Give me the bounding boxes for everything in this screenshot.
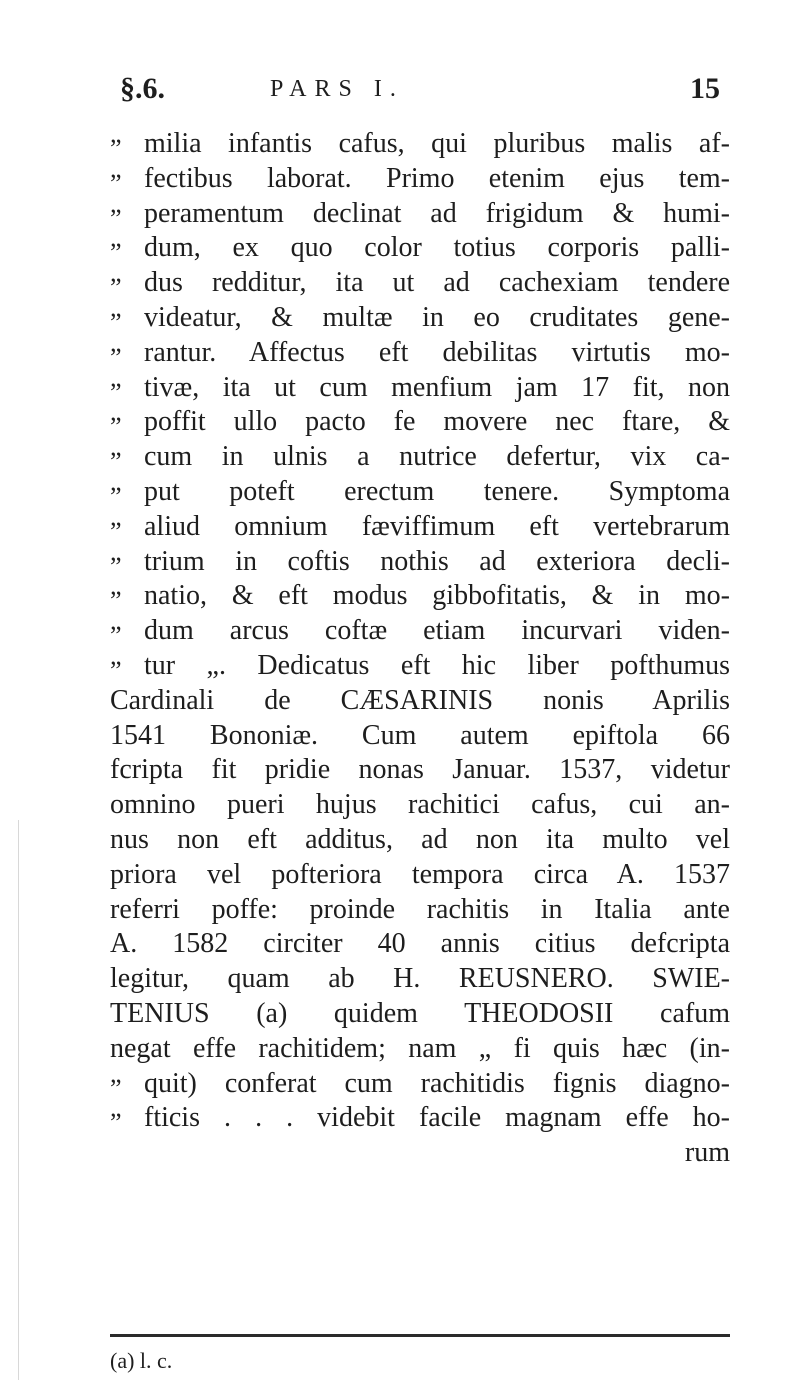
text-line: „ dus redditur, ita ut ad cachexiam tendere xyxy=(110,266,730,301)
text-line: referri poffe: proinde rachitis in Italia ante xyxy=(110,893,730,925)
text-line: „ peramentum declinat ad frigidum & humi- xyxy=(110,197,730,232)
text-line: „ put poteft erectum tenere. Symptoma xyxy=(110,475,730,510)
text-line: A. 1582 circiter 40 annis citius defcripta xyxy=(110,928,730,960)
text-line: „ trium in coftis nothis ad exteriora decli- xyxy=(110,545,730,580)
text-line: „ dum, ex quo color totius corporis palli- xyxy=(110,231,730,266)
text-line: negat effe rachitidem; nam „ fi quis hæc (in- xyxy=(110,1032,730,1064)
text-line: „ tivæ, ita ut cum menfium jam 17 fit, non xyxy=(110,371,730,406)
text-line: nus non eft additus, ad non ita multo vel xyxy=(110,823,730,855)
footnote: (a) l. c. xyxy=(110,1348,173,1373)
text-line: „ cum in ulnis a nutrice defertur, vix ca- xyxy=(110,440,730,475)
text-line: „ poffit ullo pacto fe movere nec ftare, & xyxy=(110,405,730,440)
text-line: „ milia infantis cafus, qui pluribus malis af- xyxy=(110,127,730,162)
text-line: „ aliud omnium fæviffimum eft vertebrarum xyxy=(110,510,730,545)
body-text xyxy=(110,127,730,1171)
section-number: §.6. xyxy=(120,72,165,105)
text-line: 1541 Bononiæ. Cum autem epiftola 66 xyxy=(110,719,730,751)
text-line: „ videatur, & multæ in eo cruditates gene- xyxy=(110,301,730,336)
text-line: legitur, quam ab H. REUSNERO. SWIE- xyxy=(110,963,730,995)
text-line: „ quit) conferat cum rachitidis fignis diagno- xyxy=(110,1067,730,1102)
text-line: TENIUS (a) quidem THEODOSII cafum xyxy=(110,997,730,1029)
text-line: „ fticis . . . videbit facile magnam effe ho- xyxy=(110,1101,730,1136)
running-title: PARS I. xyxy=(270,76,404,102)
text-line: „ natio, & eft modus gibbofitatis, & in mo- xyxy=(110,579,730,614)
margin-shadow xyxy=(18,820,19,1380)
text-line: „ rantur. Affectus eft debilitas virtutis mo- xyxy=(110,336,730,371)
text-line: priora vel pofteriora tempora circa A. 1537 xyxy=(110,858,730,890)
catchword: rum xyxy=(684,1137,730,1169)
page-header xyxy=(120,72,720,112)
text-line: „ dum arcus coftæ etiam incurvari viden- xyxy=(110,614,730,649)
text-line: fcripta fit pridie nonas Januar. 1537, videtur xyxy=(110,754,730,786)
page-number: 15 xyxy=(690,72,720,105)
text-line: „ fectibus laborat. Primo etenim ejus tem- xyxy=(110,162,730,197)
text-line: „ tur „. Dedicatus eft hic liber pofthumus xyxy=(110,649,730,684)
footnote-rule xyxy=(110,1334,730,1337)
text-line: Cardinali de CÆSARINIS nonis Aprilis xyxy=(110,684,730,716)
text-line: omnino pueri hujus rachitici cafus, cui an- xyxy=(110,789,730,821)
